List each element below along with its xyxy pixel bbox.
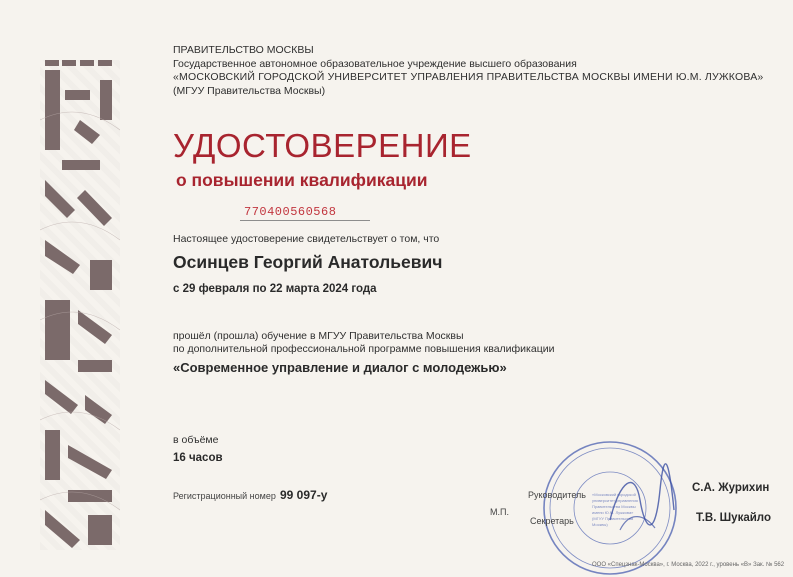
certifies-text: Настоящее удостоверение свидетельствует о том, что	[173, 233, 440, 245]
volume-value: 16 часов	[173, 452, 223, 464]
decorative-pattern-strip	[40, 60, 120, 550]
svg-text:Правительства Москвы: Правительства Москвы	[592, 504, 636, 509]
document-title: УДОСТОВЕРЕНИЕ	[173, 127, 472, 164]
printer-info: ООО «Спецзнак-Москва», г. Москва, 2022 г., уровень «В» Зак. № 562	[592, 562, 785, 568]
svg-text:Москвы): Москвы)	[592, 522, 608, 527]
registration-number: 99 097-у	[280, 488, 328, 502]
person-name: Осинцев Георгий Анатольевич	[173, 252, 443, 272]
government-label: ПРАВИТЕЛЬСТВО МОСКВЫ	[173, 44, 314, 56]
seal-place-label: М.П.	[490, 507, 509, 517]
secretary-role: Секретарь	[530, 516, 574, 526]
svg-text:(МГУУ Правительства: (МГУУ Правительства	[592, 516, 634, 521]
training-period: с 29 февраля по 22 марта 2024 года	[173, 283, 377, 295]
institution-type: Государственное автономное образовательное учреждение высшего образования	[173, 57, 577, 70]
registration-label: Регистрационный номер	[173, 491, 276, 501]
university-name: «МОСКОВСКИЙ ГОРОДСКОЙ УНИВЕРСИТЕТ УПРАВЛЕНИЯ ПРАВИТЕЛЬСТВА МОСКВЫ ИМЕНИ Ю.М. ЛУЖКОВА»	[173, 71, 764, 83]
number-underline	[240, 220, 370, 221]
training-line-2: по дополнительной профессиональной программе повышения квалификации	[173, 343, 555, 355]
document-subtitle: о повышении квалификации	[176, 170, 428, 190]
program-name: «Современное управление и диалог с молодежью»	[173, 360, 507, 375]
secretary-name: Т.В. Шукайло	[696, 512, 771, 524]
svg-text:«Московский городской: «Московский городской	[592, 492, 636, 497]
director-name: С.А. Журихин	[692, 482, 770, 494]
training-line-1: прошёл (прошла) обучение в МГУУ Правительства Москвы	[173, 330, 464, 342]
signature-icon	[600, 460, 680, 550]
header-block	[173, 44, 773, 98]
svg-text:имени Ю.М. Лужкова»: имени Ю.М. Лужкова»	[592, 510, 634, 515]
training-description	[173, 330, 554, 356]
university-abbreviation: (МГУУ Правительства Москвы)	[173, 84, 326, 97]
volume-label: в объёме	[173, 434, 219, 446]
svg-text:университет управления: университет управления	[592, 498, 638, 503]
decorative-pattern-icon	[40, 60, 120, 550]
director-role: Руководитель	[528, 490, 586, 500]
certificate-number: 770400560568	[244, 205, 337, 219]
